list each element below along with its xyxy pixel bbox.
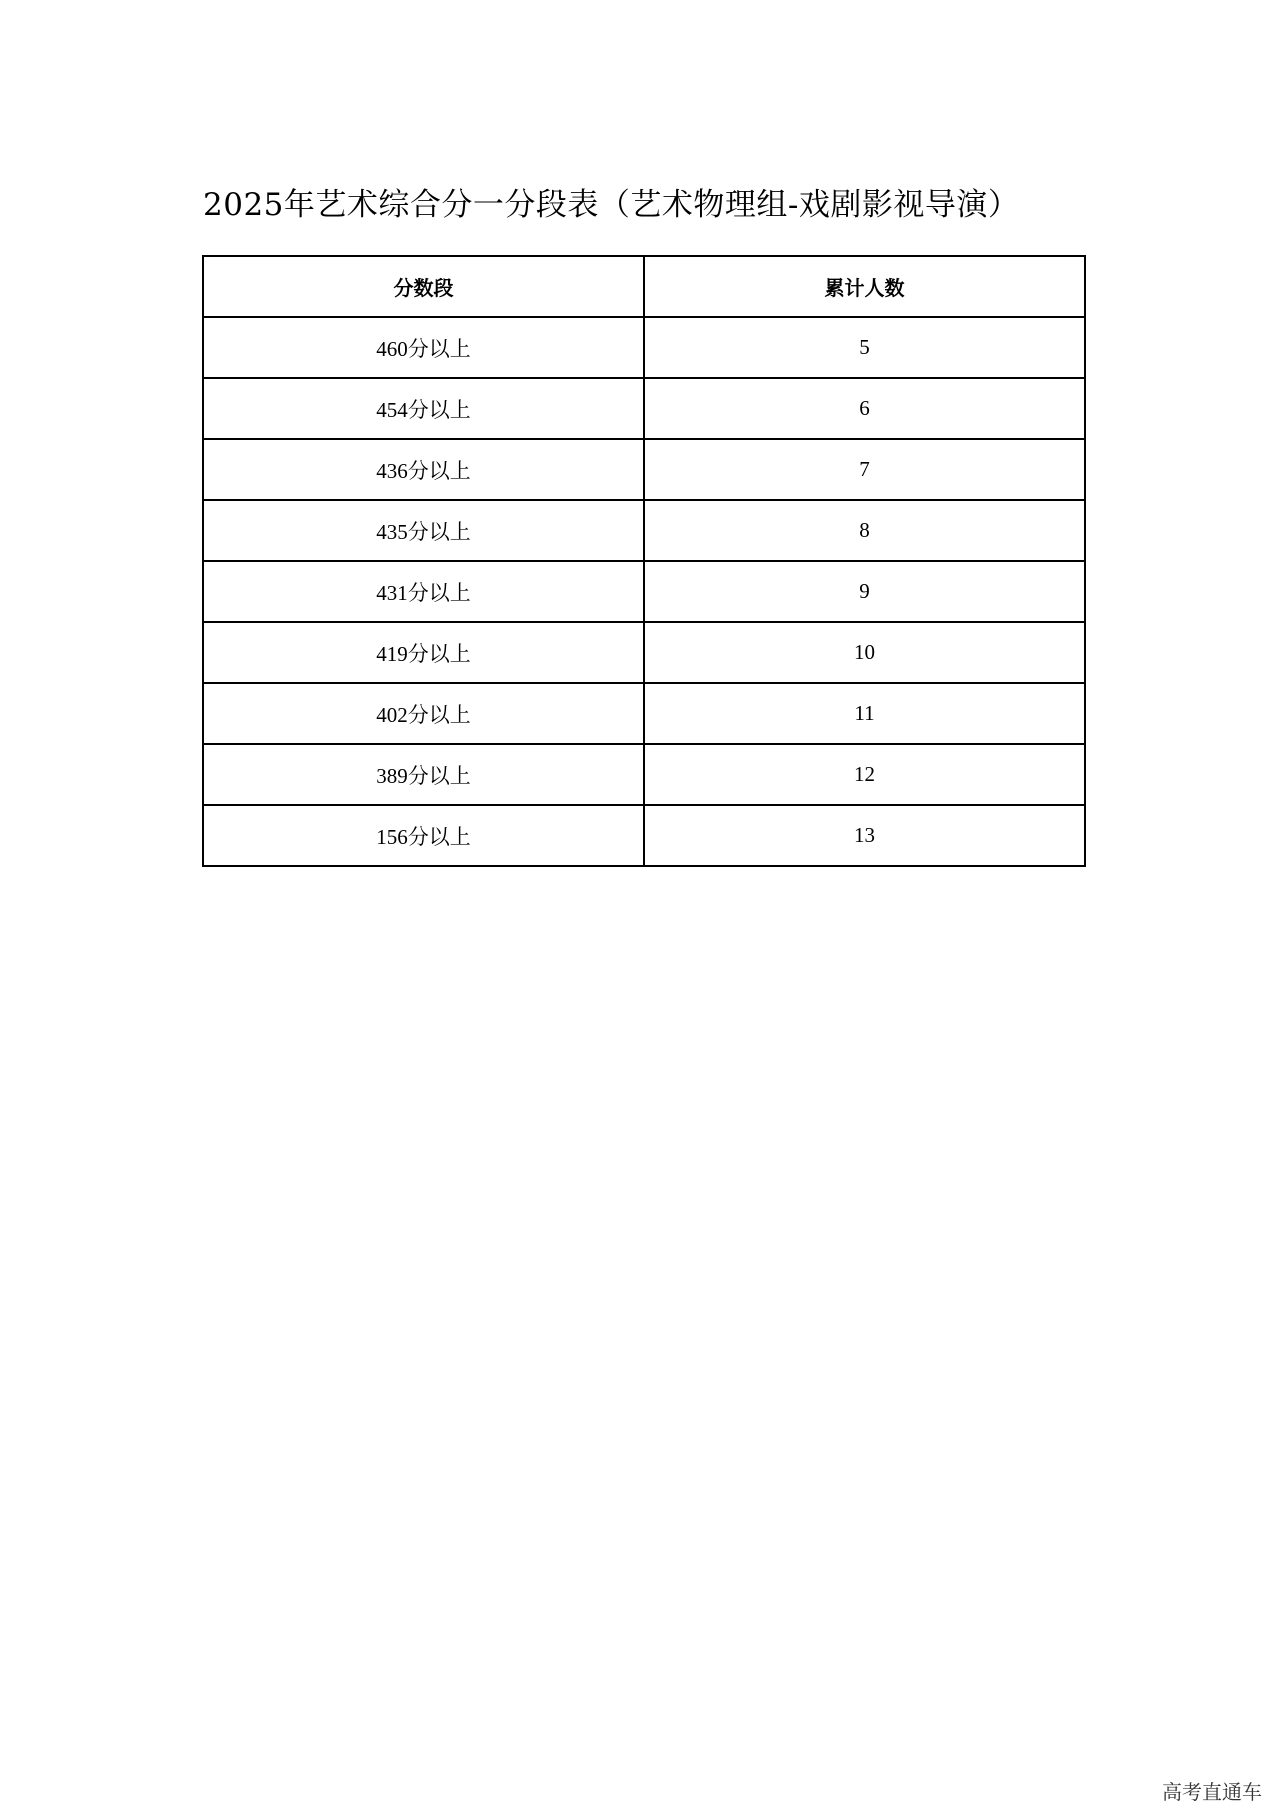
score-cell: 402分以上 (203, 683, 644, 744)
table-row (203, 561, 1085, 622)
table-row (203, 378, 1085, 439)
table-row (203, 500, 1085, 561)
count-cell: 7 (644, 439, 1085, 500)
score-cell: 460分以上 (203, 317, 644, 378)
header-cumulative-count: 累计人数 (644, 256, 1085, 317)
score-cell: 389分以上 (203, 744, 644, 805)
count-cell: 11 (644, 683, 1085, 744)
score-cell: 156分以上 (203, 805, 644, 866)
table-row (203, 805, 1085, 866)
table-row (203, 744, 1085, 805)
score-cell: 435分以上 (203, 500, 644, 561)
table-header-row (203, 256, 1085, 317)
table-row (203, 622, 1085, 683)
score-cell: 419分以上 (203, 622, 644, 683)
count-cell: 10 (644, 622, 1085, 683)
count-cell: 12 (644, 744, 1085, 805)
count-cell: 9 (644, 561, 1085, 622)
count-cell: 5 (644, 317, 1085, 378)
score-cell: 431分以上 (203, 561, 644, 622)
header-score-range: 分数段 (203, 256, 644, 317)
count-cell: 6 (644, 378, 1085, 439)
score-cell: 436分以上 (203, 439, 644, 500)
count-cell: 8 (644, 500, 1085, 561)
page-title: 2025年艺术综合分一分段表（艺术物理组-戏剧影视导演） (203, 187, 1020, 223)
table-row (203, 439, 1085, 500)
count-cell: 13 (644, 805, 1085, 866)
score-cell: 454分以上 (203, 378, 644, 439)
watermark: 高考直通车 (1162, 1780, 1262, 1804)
score-table (202, 255, 1086, 867)
table-row (203, 683, 1085, 744)
table-row (203, 317, 1085, 378)
